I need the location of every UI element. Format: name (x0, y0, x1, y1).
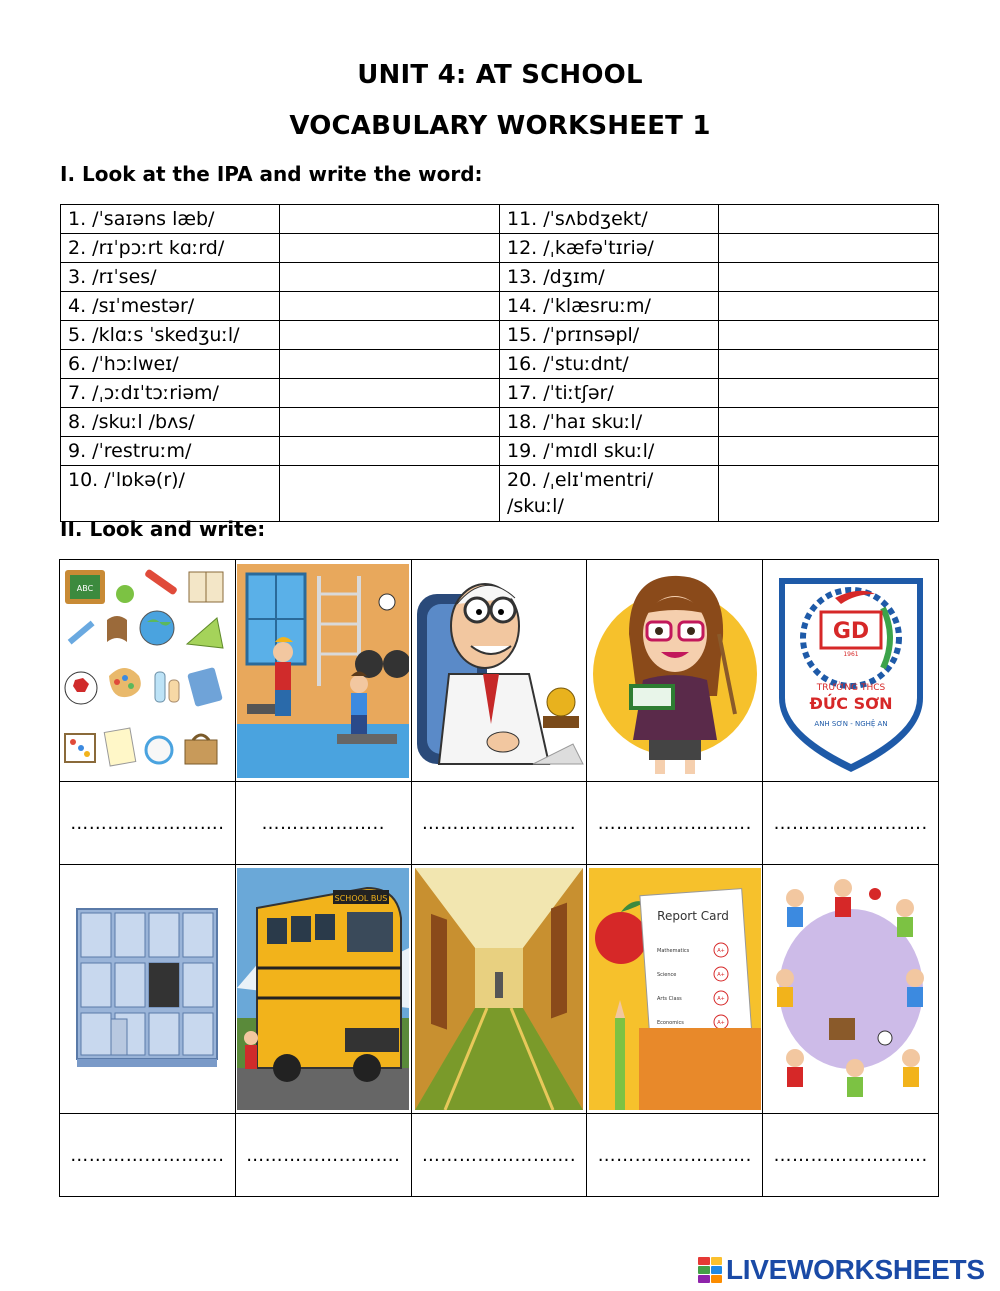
answer-input[interactable] (726, 237, 931, 261)
answer-cell-left[interactable] (280, 408, 500, 437)
ipa-prompt-right: 16. /ˈstuːdnt/ (500, 350, 719, 379)
answer-input[interactable] (287, 295, 492, 319)
school-bus-icon (237, 868, 409, 1110)
answer-cell-right[interactable] (719, 437, 939, 466)
ipa-row (61, 234, 939, 263)
answer-blank[interactable]: ……………….. (235, 782, 411, 865)
pictures-table (59, 559, 939, 1197)
gym-icon (237, 564, 409, 778)
ipa-row (61, 205, 939, 234)
ipa-prompt-left: 3. /rɪˈses/ (61, 263, 280, 292)
logo-year: 1961 (842, 650, 859, 658)
grade-2: A+ (716, 972, 725, 978)
subject-4: Economics (656, 1020, 684, 1026)
answer-input[interactable] (287, 353, 492, 377)
ipa-prompt-left: 2. /rɪˈpɔːrt kɑːrd/ (61, 234, 280, 263)
answer-cell-right[interactable] (719, 379, 939, 408)
ipa-row (61, 379, 939, 408)
answer-input[interactable] (726, 208, 931, 232)
answer-input[interactable] (287, 324, 492, 348)
ipa-prompt-left: 9. /ˈrestruːm/ (61, 437, 280, 466)
ipa-prompt-left: 5. /klɑːs ˈskedʒuːl/ (61, 321, 280, 350)
picture-school-subjects (60, 560, 236, 782)
answer-cell-right[interactable] (719, 263, 939, 292)
answer-input[interactable] (726, 353, 931, 377)
answer-cell-right[interactable] (719, 234, 939, 263)
picture-recess (763, 865, 939, 1114)
answer-blank[interactable]: ……………………. (587, 782, 763, 865)
answer-input[interactable] (287, 208, 492, 232)
answer-blank-row (60, 782, 939, 865)
ipa-prompt-right: 13. /dʒɪm/ (500, 263, 719, 292)
ipa-table (60, 204, 939, 522)
answer-input[interactable] (726, 411, 931, 435)
ipa-prompt-right: 14. /ˈklæsruːm/ (500, 292, 719, 321)
ipa-row (61, 350, 939, 379)
picture-hallway (411, 865, 587, 1114)
picture-school-logo (763, 560, 939, 782)
worksheet-title: UNIT 4: AT SCHOOL (357, 60, 643, 90)
answer-input[interactable] (287, 411, 492, 435)
teacher-icon (589, 564, 761, 778)
liveworksheets-logo (698, 1255, 985, 1285)
report-card-title: Report Card (656, 909, 729, 923)
ipa-prompt-right (500, 466, 719, 522)
ipa-prompt-line1: 20. /ˌelɪˈmentri/ (507, 469, 654, 491)
answer-cell-left[interactable] (280, 321, 500, 350)
answer-input[interactable] (726, 440, 931, 464)
ipa-prompt-right: 17. /ˈtiːtʃər/ (500, 379, 719, 408)
ipa-prompt-left: 10. /ˈlɒkə(r)/ (61, 466, 280, 522)
answer-cell-left[interactable] (280, 466, 500, 522)
school-logo-icon (765, 564, 937, 778)
answer-blank[interactable]: ……………………. (411, 782, 587, 865)
principal-icon (413, 564, 585, 778)
answer-blank[interactable]: ……………………. (60, 1114, 236, 1197)
school-subjects-icon (61, 564, 233, 778)
answer-cell-right[interactable] (719, 321, 939, 350)
answer-cell-left[interactable] (280, 437, 500, 466)
hallway-icon (415, 868, 583, 1110)
answer-blank-row (60, 1114, 939, 1197)
answer-input[interactable] (726, 382, 931, 406)
picture-report-card (587, 865, 763, 1114)
bus-sign: SCHOOL BUS (334, 894, 388, 903)
answer-blank[interactable]: ……………………. (763, 782, 939, 865)
ipa-prompt-right: 11. /ˈsʌbdʒekt/ (500, 205, 719, 234)
ipa-prompt-line2: /skuːl/ (507, 495, 564, 517)
picture-teacher (587, 560, 763, 782)
recess-icon (765, 868, 937, 1110)
answer-input[interactable] (287, 382, 492, 406)
subject-1: Mathematics (656, 948, 690, 954)
answer-blank[interactable]: ……………………. (60, 782, 236, 865)
answer-input[interactable] (726, 295, 931, 319)
ipa-row (61, 437, 939, 466)
lockers-icon (61, 869, 233, 1109)
section-2-heading: II. Look and write: (60, 517, 266, 541)
grade-4: A+ (716, 1020, 725, 1026)
ipa-row (61, 466, 939, 522)
ipa-prompt-left: 6. /ˈhɔːlweɪ/ (61, 350, 280, 379)
answer-cell-right[interactable] (719, 466, 939, 522)
logo-badge-icon (698, 1257, 722, 1283)
answer-cell-right[interactable] (719, 350, 939, 379)
answer-cell-left[interactable] (280, 205, 500, 234)
answer-cell-right[interactable] (719, 205, 939, 234)
section-1-heading: I. Look at the IPA and write the word: (60, 162, 483, 186)
ipa-prompt-right: 18. /ˈhaɪ skuːl/ (500, 408, 719, 437)
report-card-icon (589, 868, 761, 1110)
logo-text: LIVEWORKSHEETS (726, 1254, 985, 1285)
grade-1: A+ (716, 948, 725, 954)
picture-gym (235, 560, 411, 782)
ipa-row (61, 408, 939, 437)
ipa-prompt-right: 19. /ˈmɪdl skuːl/ (500, 437, 719, 466)
answer-cell-left[interactable] (280, 292, 500, 321)
ipa-prompt-left: 4. /sɪˈmestər/ (61, 292, 280, 321)
answer-input[interactable] (726, 324, 931, 348)
ipa-prompt-right: 15. /ˈprɪnsəpl/ (500, 321, 719, 350)
ipa-prompt-left: 7. /ˌɔːdɪˈtɔːriəm/ (61, 379, 280, 408)
grade-3: A+ (716, 996, 725, 1002)
answer-cell-right[interactable] (719, 408, 939, 437)
ipa-row (61, 321, 939, 350)
ipa-row (61, 292, 939, 321)
answer-cell-right[interactable] (719, 292, 939, 321)
answer-blank[interactable]: ……………………. (235, 1114, 411, 1197)
ipa-prompt-left: 1. /ˈsaɪəns læb/ (61, 205, 280, 234)
answer-input[interactable] (726, 469, 931, 493)
worksheet-subtitle: VOCABULARY WORKSHEET 1 (289, 111, 711, 141)
answer-blank[interactable]: ……………………. (763, 1114, 939, 1197)
answer-cell-left[interactable] (280, 379, 500, 408)
answer-input[interactable] (726, 266, 931, 290)
answer-cell-left[interactable] (280, 234, 500, 263)
answer-blank[interactable]: ……………………. (411, 1114, 587, 1197)
picture-lockers (60, 865, 236, 1114)
logo-initials: GD (832, 618, 869, 644)
ipa-row (61, 263, 939, 292)
ipa-prompt-right: 12. /ˌkæfəˈtɪriə/ (500, 234, 719, 263)
answer-cell-left[interactable] (280, 263, 500, 292)
abc-text: ABC (77, 583, 94, 593)
answer-input[interactable] (287, 266, 492, 290)
answer-input[interactable] (287, 469, 492, 493)
answer-cell-left[interactable] (280, 350, 500, 379)
subject-2: Science (656, 972, 677, 978)
picture-school-bus (235, 865, 411, 1114)
ipa-prompt-left: 8. /skuːl /bʌs/ (61, 408, 280, 437)
subject-3: Arts Class (656, 996, 682, 1002)
answer-blank[interactable]: ……………………. (587, 1114, 763, 1197)
logo-line1: TRƯỜNG THCS (816, 682, 885, 693)
answer-input[interactable] (287, 440, 492, 464)
answer-input[interactable] (287, 237, 492, 261)
logo-line3: ANH SƠN - NGHỆ AN (814, 719, 888, 728)
logo-line2: ĐỨC SƠN (809, 693, 893, 713)
picture-principal (411, 560, 587, 782)
